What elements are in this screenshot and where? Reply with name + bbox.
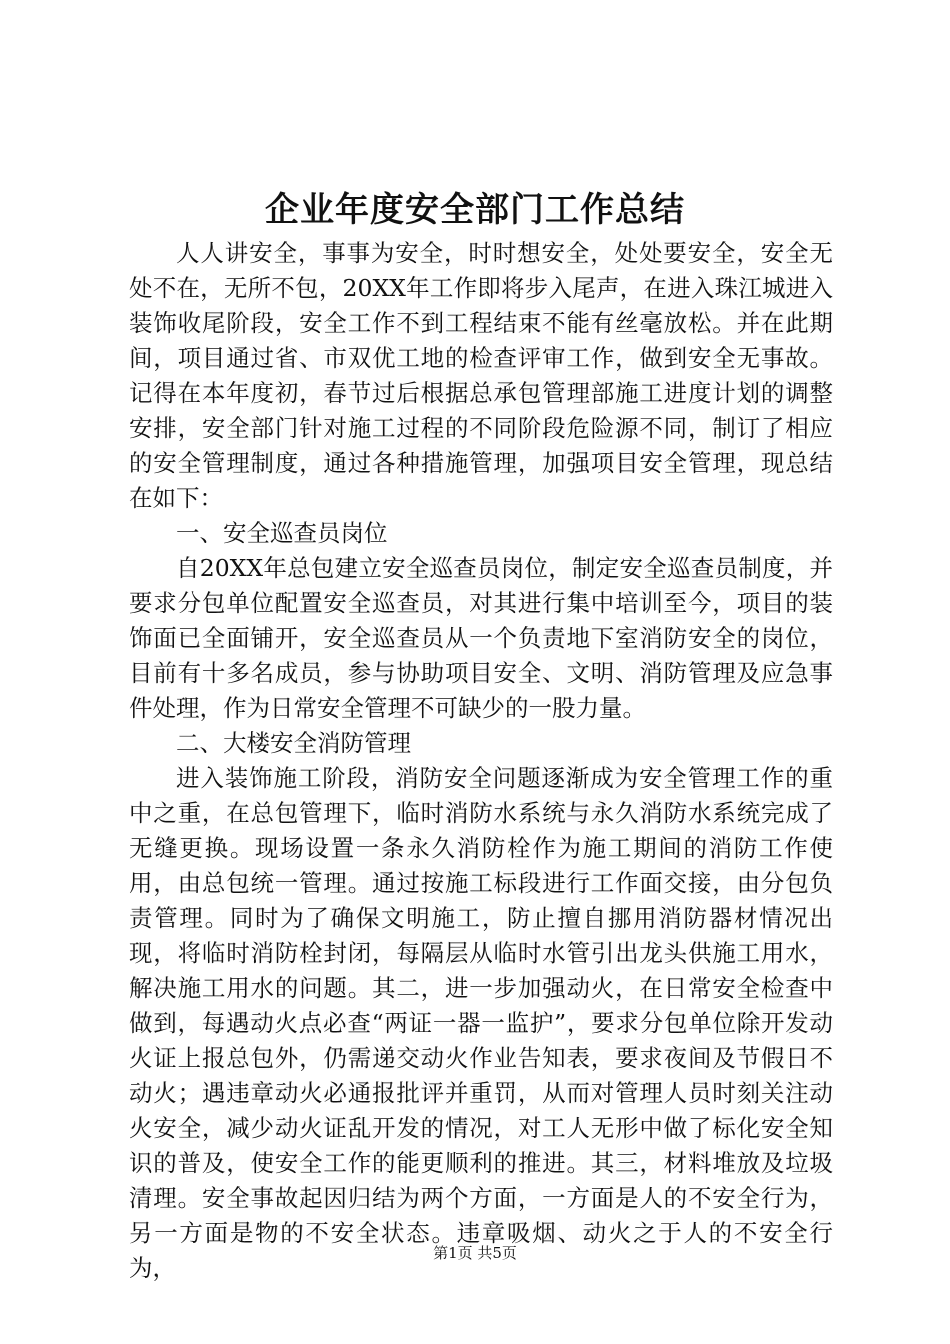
document-title: 企业年度安全部门工作总结	[265, 190, 685, 230]
section-heading-2: 二、大楼安全消防管理	[176, 729, 411, 757]
section-paragraph-2: 进入装饰施工阶段，消防安全问题逐渐成为安全管理工作的重中之重，在总包管理下，临时消防水系统与永久消防水系统完成了无缝更换。现场设置一条永久消防栓作为施工期间的消防工作使用，由总包统一管理。通过按施工标段进行工作面交接，由分包负责管理。同时为了确保文明施工，防止擅自挪用消防器材情况出现，将临时消防栓封闭，每隔层从临时水管引出龙头供施工用水，解决施工用水的问题。其二，进一步加强动火，在日常安全检查中做到，每遇动火点必查“两证一器一监护”，要求分包单位除开发动火证上报总包外，仍需递交动火作业告知表，要求夜间及节假日不动火；遇违章动火必通报批评并重罚，从而对管理人员时刻关注动火安全，减少动火证乱开发的情况，对工人无形中做了标化安全知识的普及，使安全工作的能更顺利的推进。其三，材料堆放及垃圾清理。安全事故起因归结为两个方面，一方面是人的不安全行为，另一方面是物的不安全状态。违章吸烟、动火之于人的不安全行为，	[129, 764, 833, 1282]
page-footer: 第1页 共5页	[433, 1244, 517, 1262]
section-heading-1: 一、安全巡查员岗位	[176, 519, 388, 547]
document-body	[129, 236, 833, 1286]
intro-paragraph: 人人讲安全，事事为安全，时时想安全，处处要安全，安全无处不在，无所不包，20XX年工作即将步入尾声，在进入珠江城进入装饰收尾阶段，安全工作不到工程结束不能有丝毫放松。并在此期间，项目通过省、市双优工地的检查评审工作，做到安全无事故。记得在本年度初，春节过后根据总承包管理部施工进度计划的调整安排，安全部门针对施工过程的不同阶段危险源不同，制订了相应的安全管理制度，通过各种措施管理，加强项目安全管理，现总结在如下：	[129, 239, 833, 512]
section-paragraph-1: 自20XX年总包建立安全巡查员岗位，制定安全巡查员制度，并要求分包单位配置安全巡查员，对其进行集中培训至今，项目的装饰面已全面铺开，安全巡查员从一个负责地下室消防安全的岗位，目前有十多名成员，参与协助项目安全、文明、消防管理及应急事件处理，作为日常安全管理不可缺少的一股力量。	[129, 554, 833, 722]
